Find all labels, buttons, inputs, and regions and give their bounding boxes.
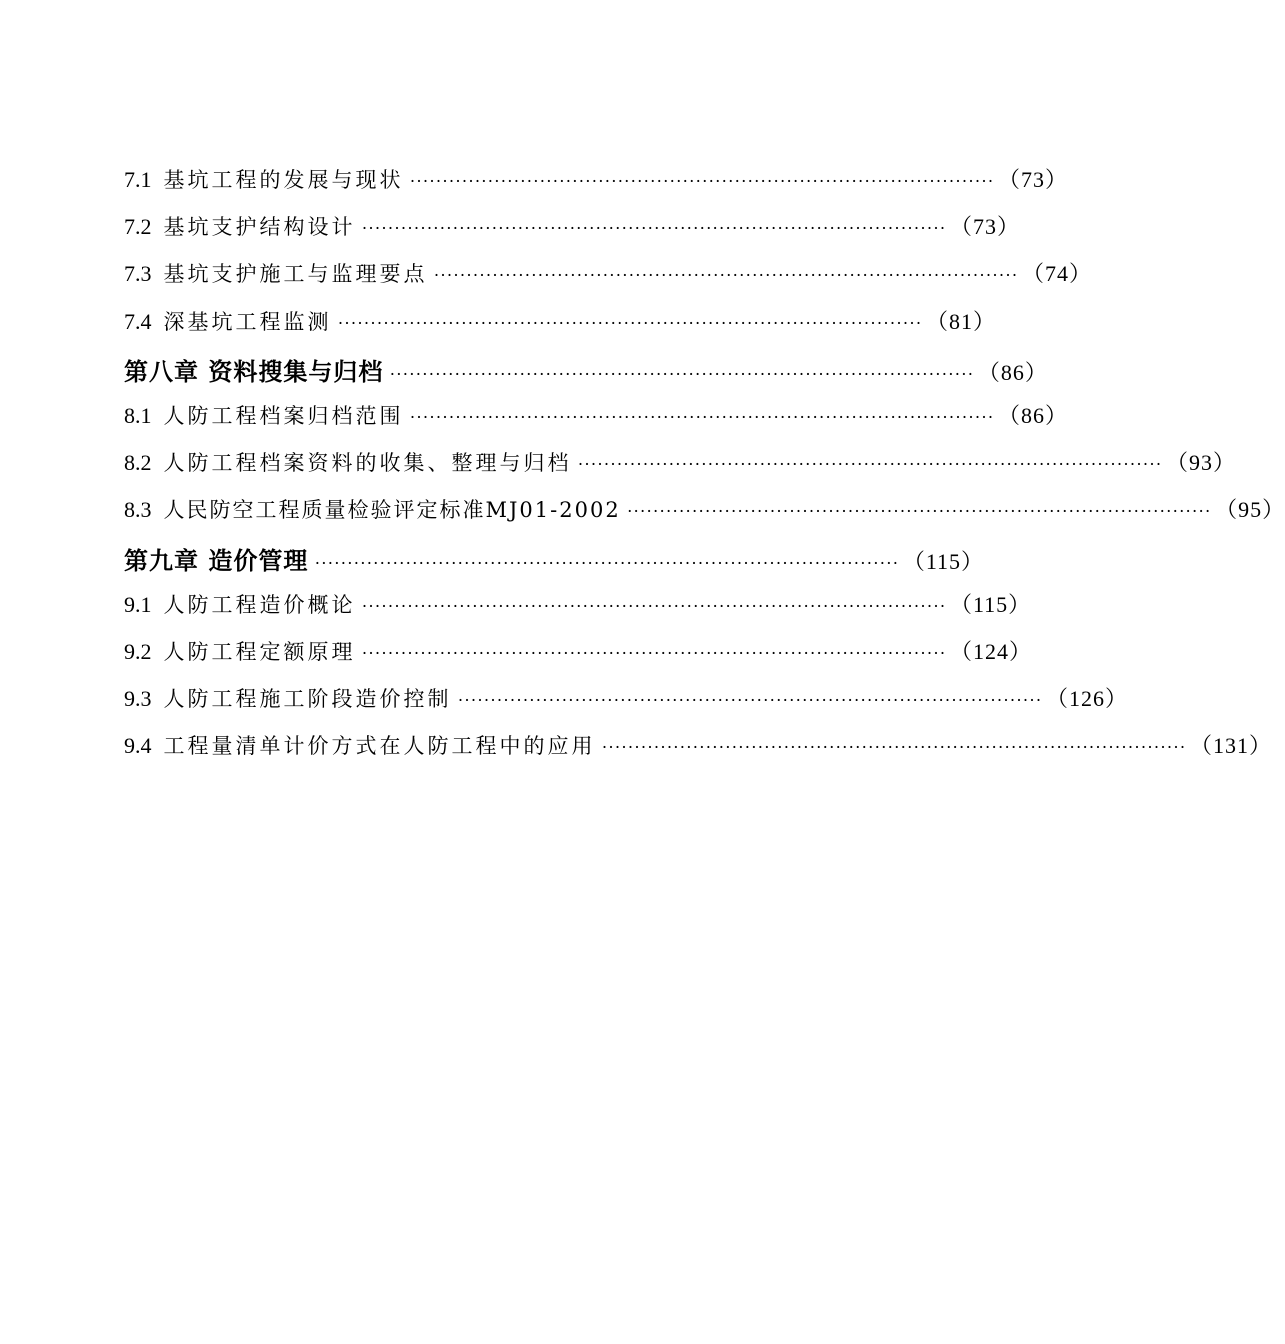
toc-page-number: （95） [1215, 497, 1285, 523]
toc-page-number: （115） [949, 591, 1032, 617]
toc-dot-leader: ·························································································· [601, 737, 1186, 758]
toc-dot-leader: ·························································································· [314, 552, 899, 573]
toc-page-number: （73） [949, 214, 1020, 240]
toc-section-number: 7.3 [124, 261, 152, 287]
toc-page-number: （115） [902, 548, 985, 574]
toc-entry-8-3[interactable] [124, 493, 1285, 540]
toc-section-number: 8.3 [124, 497, 152, 523]
toc-page-number: （93） [1165, 450, 1236, 476]
toc-dot-leader: ·························································································· [389, 363, 974, 384]
toc-section-title: 工程量清单计价方式在人防工程中的应用 [163, 734, 596, 759]
toc-section-title: 基坑支护施工与监理要点 [163, 262, 428, 287]
toc-section-number: 9.1 [124, 591, 152, 617]
toc-page-number: （126） [1045, 686, 1128, 712]
toc-dot-leader: ·························································································· [409, 171, 994, 191]
toc-entry-7-4[interactable] [124, 305, 996, 352]
toc-entry-7-3[interactable] [124, 257, 1092, 304]
toc-entry-7-2[interactable] [124, 210, 1020, 257]
toc-chapter-title: 第九章 造价管理 [124, 546, 309, 575]
toc-dot-leader: ·························································································· [457, 690, 1042, 711]
toc-entry-9-3[interactable] [124, 682, 1128, 729]
toc-chapter-title: 第八章 资料搜集与归档 [124, 357, 384, 386]
toc-section-title: 人防工程档案资料的收集、整理与归档 [163, 451, 572, 476]
toc-page-number: （74） [1021, 261, 1092, 287]
toc-chapter-8[interactable] [124, 352, 1048, 399]
toc-section-title: 基坑工程的发展与现状 [163, 168, 404, 192]
toc-section-number: 9.2 [124, 638, 152, 664]
toc-entry-9-1[interactable] [124, 588, 1032, 635]
table-of-contents [124, 163, 1285, 776]
toc-section-title: 人防工程施工阶段造价控制 [163, 687, 452, 712]
toc-section-number: 8.2 [124, 450, 152, 476]
toc-entry-8-2[interactable] [124, 446, 1236, 493]
toc-page-number: （73） [997, 167, 1068, 192]
toc-entry-9-4[interactable] [124, 729, 1272, 776]
toc-dot-leader: ·························································································· [626, 501, 1212, 522]
toc-section-number: 9.3 [124, 686, 152, 712]
toc-dot-leader: ·························································································· [409, 406, 994, 427]
toc-page-number: （86） [997, 402, 1068, 428]
toc-dot-leader: ·························································································· [577, 454, 1162, 475]
toc-dot-leader: ·························································································· [433, 265, 1018, 286]
toc-page-number: （131） [1189, 733, 1272, 759]
toc-dot-leader: ·························································································· [361, 595, 946, 616]
toc-section-title: 深基坑工程监测 [163, 309, 332, 334]
toc-section-number: 7.4 [124, 308, 152, 334]
toc-entry-8-1[interactable] [124, 399, 1068, 446]
toc-dot-leader: ·························································································· [361, 642, 946, 663]
toc-section-title: 人防工程档案归档范围 [163, 403, 404, 428]
toc-dot-leader: ·························································································· [337, 312, 922, 333]
toc-section-title: 基坑支护结构设计 [163, 215, 356, 240]
toc-page-number: （81） [925, 308, 996, 334]
toc-dot-leader: ·························································································· [361, 218, 946, 239]
toc-entry-9-2[interactable] [124, 635, 1032, 682]
toc-section-title: 人防工程定额原理 [163, 639, 356, 664]
toc-entry-7-1[interactable] [124, 163, 1068, 210]
toc-section-number: 7.1 [124, 167, 152, 192]
toc-section-number: 9.4 [124, 733, 152, 759]
toc-chapter-9[interactable] [124, 541, 985, 588]
toc-section-title: 人民防空工程质量检验评定标准MJ01-2002 [163, 498, 621, 523]
toc-section-title: 人防工程造价概论 [163, 592, 356, 617]
toc-section-number: 7.2 [124, 214, 152, 240]
toc-section-number: 8.1 [124, 402, 152, 428]
toc-page-number: （124） [949, 638, 1032, 664]
toc-page-number: （86） [977, 359, 1048, 385]
